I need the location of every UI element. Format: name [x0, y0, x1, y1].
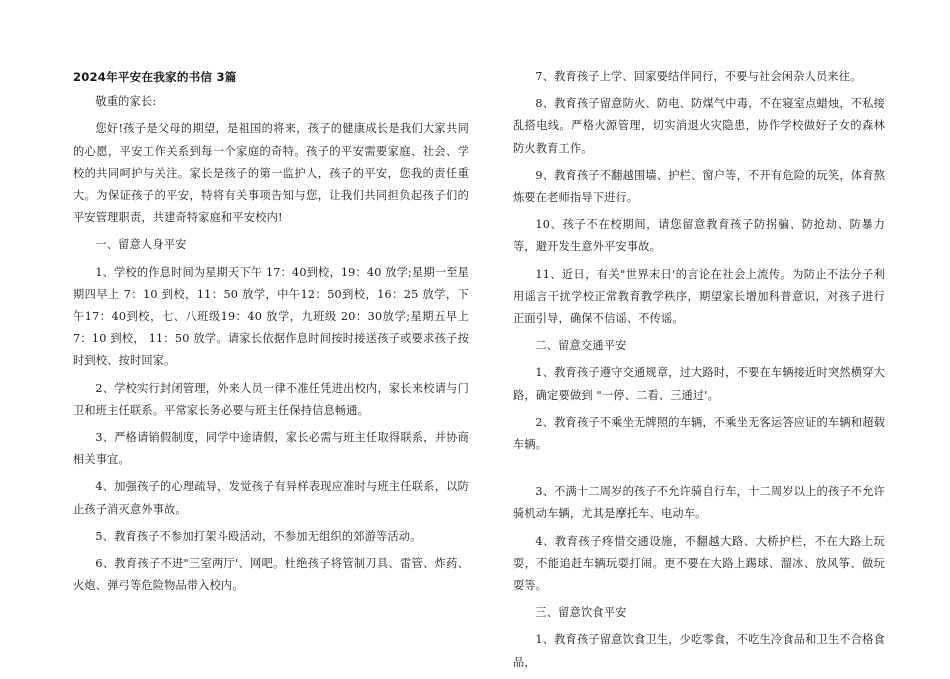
- spacer: [513, 461, 885, 481]
- paragraph-no-fighting: 5、教育孩子不参加打架斗殴活动，不参加无组织的郊游等活动。: [95, 529, 422, 543]
- paragraph-traffic-rules: 1、教育孩子遵守交通规章，过大路时，不要在车辆接近时突然横穿大路，确定要做到 "一停、二看、三通过'。: [513, 366, 885, 402]
- section-heading-food-safety: 三、留意饮食平安: [535, 606, 627, 620]
- right-column: [513, 66, 885, 679]
- paragraph-fire-safety: 8、教育孩子留意防火、防电、防煤气中毒，不在寝室点蜡烛，不私接乱搭电线。严格火源管理，切实消退火灾隐患，协作学校做好子女的森林防火教育工作。: [513, 97, 885, 155]
- paragraph-rumors: 11、近日，有关"世界末日'的言论在社会上流传。为防止不法分子利用谣言干扰学校正常教育教学秩序，期望家长增加科普意识，对孩子进行正面引导，确保不信谣、不传谣。: [513, 267, 885, 326]
- paragraph-psychological-guidance: 4、加强孩子的心理疏导，发觉孩子有异样表现应准时与班主任联系，以防止孩子消灭意外事故。: [73, 480, 469, 516]
- intro-paragraph: 您好!孩子是父母的期望，是祖国的将来，孩子的健康成长是我们大家共同的心愿，平安工作关系到每一个家庭的奇特。孩子的平安需要家庭、社会、学校的共同呵护与关注。家长是孩子的第一监护人，孩子的平安，您我的责任重大。为保证孩子的平安，特将有关事项告知与您，让我们共同担负起孩子们的平安管理职责，共建奇特家庭和平安校内!: [73, 122, 469, 225]
- paragraph-no-climbing: 9、教育孩子不翻越围墙、护栏、窗户等，不开有危险的玩笑，体育熬炼要在老师指导下进行。: [513, 168, 885, 205]
- paragraph-schedule: 1、学校的作息时间为星期天下午 17：40到校，19：40 放学;星期一至星期四早上 7：10 到校，11：50 放学，中午12：50到校，16：25 放学，下午17：40到校，七、八班级19：40 放学，九班级 20：30放学;星期五早上 7：10 到校， 11：50 放学。请家长依据作息时间按时接送孩子或要求孩子按时到校、按时回家。: [73, 265, 469, 368]
- paragraph-anti-abduction: 10、孩子不在校期间，请您留意教育孩子防拐骗、防抢劫、防暴力等，避开发生意外平安事故。: [513, 218, 885, 254]
- paragraph-traffic-facilities: 4、教育孩子疼惜交通设施，不翻越大路、大桥护栏，不在大路上玩耍，不能追赶车辆玩耍打闹。更不要在大路上踢球、溜冰、放风筝、做玩耍等。: [513, 534, 885, 593]
- paragraph-closed-management: 2、学校实行封闭管理，外来人员一律不准任凭进出校内，家长来校请与门卫和班主任联系。平常家长务必要与班主任保持信息畅通。: [73, 381, 469, 417]
- left-column: [73, 66, 469, 602]
- document-title: 2024年平安在我家的书信 3篇: [73, 70, 237, 84]
- salutation: 敬重的家长:: [95, 95, 157, 109]
- section-heading-traffic-safety: 二、留意交通平安: [535, 339, 627, 353]
- paragraph-unlicensed-vehicles: 2、教育孩子不乘坐无牌照的车辆，不乘坐无客运答应证的车辆和超载车辆。: [513, 415, 885, 452]
- paragraph-no-internet-cafe: 6、教育孩子不进"三室两厅'、网吧。杜绝孩子将管制刀具、雷管、炸药、火炮、弹弓等危险物品带入校内。: [73, 557, 469, 593]
- section-heading-personal-safety: 一、留意人身平安: [95, 238, 187, 252]
- paragraph-bicycle-age: 3、不满十二周岁的孩子不允许骑自行车，十二周岁以上的孩子不允许骑机动车辆，尤其是摩托车、电动车。: [513, 485, 885, 521]
- paragraph-food-hygiene: 1、教育孩子留意饮食卫生，少吃零食，不吃生冷食品和卫生不合格食品，: [513, 633, 885, 669]
- paragraph-leave-policy: 3、严格请销假制度，同学中途请假，家长必需与班主任取得联系，并协商相关事宜。: [73, 431, 469, 467]
- paragraph-travel-together: 7、教育孩子上学、回家要结伴同行，不要与社会闲杂人员来往。: [535, 70, 862, 83]
